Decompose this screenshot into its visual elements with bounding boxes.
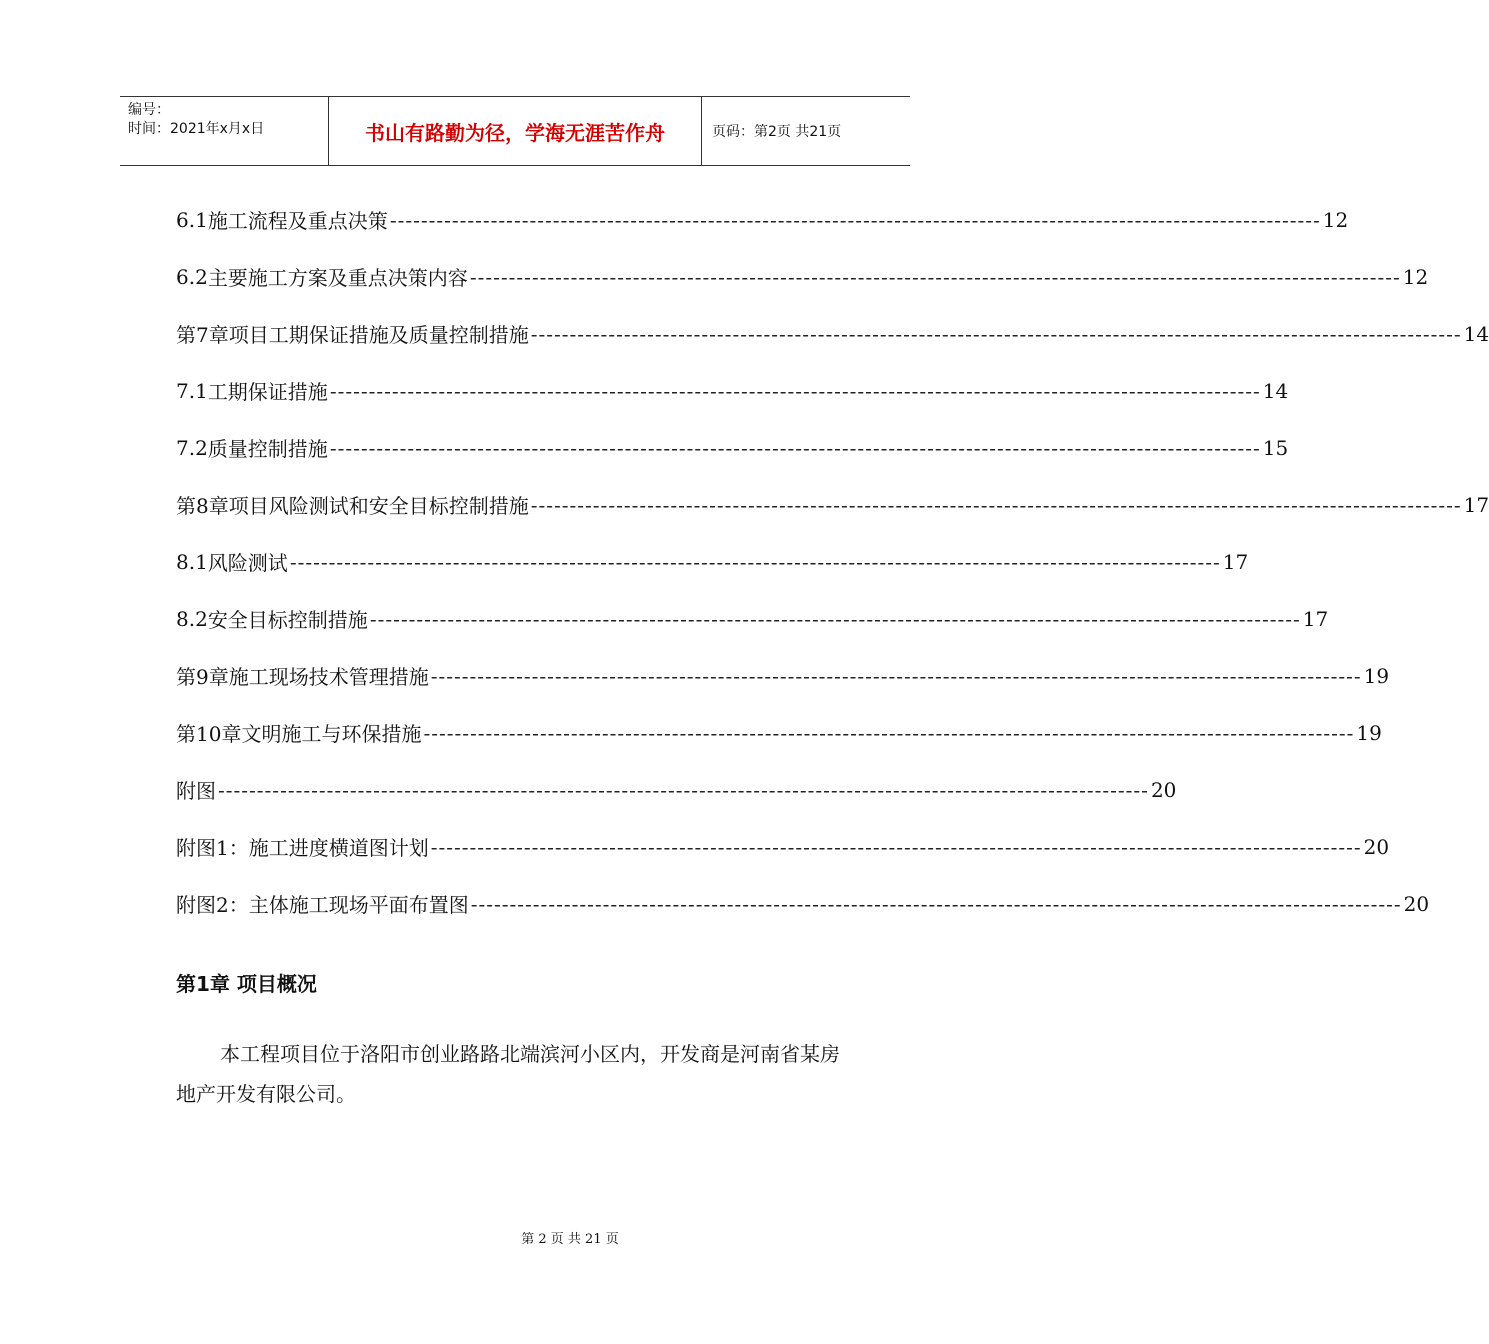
- toc-entry-number: 7.2: [176, 435, 208, 460]
- toc-entry-number: 第8章: [176, 494, 229, 518]
- toc-entry-number: 第10章: [176, 722, 242, 746]
- toc-entry-page: 19: [1363, 663, 1390, 688]
- toc-entry[interactable]: [176, 647, 1390, 704]
- toc-entry-title: 附图2：主体施工现场平面布置图: [176, 893, 469, 917]
- toc-dot-leader: ------------------------------------------------------------------------------------------------------------------------: [470, 891, 1402, 916]
- toc-dot-leader: ------------------------------------------------------------------------------------------------------------------------: [329, 435, 1261, 460]
- toc-dot-leader: ------------------------------------------------------------------------------------------------------------------------: [423, 720, 1355, 745]
- time-label: 时间：2021年x月x日: [128, 121, 265, 137]
- toc-entry[interactable]: [176, 419, 1289, 476]
- toc-entry-number: 8.2: [176, 606, 208, 631]
- toc-entry-title: 附图: [176, 779, 216, 803]
- toc-entry-title: 项目风险测试和安全目标控制措施: [228, 494, 529, 518]
- toc-entry-title: 项目工期保证措施及质量控制措施: [228, 323, 529, 347]
- toc-entry-page: 14: [1463, 321, 1489, 346]
- page-footer: 第 2 页 共 21 页: [521, 1232, 619, 1247]
- toc-entry[interactable]: [176, 590, 1329, 647]
- toc-entry-number: 6.2: [176, 264, 208, 289]
- toc-entry-page: 17: [1302, 606, 1329, 631]
- toc-entry-page: 12: [1402, 264, 1429, 289]
- toc-entry[interactable]: [176, 533, 1249, 590]
- toc-entry-title: 工期保证措施: [207, 380, 328, 404]
- toc-entry-page: 20: [1403, 891, 1430, 916]
- toc-entry-page: 20: [1363, 834, 1390, 859]
- toc-entry-title: 质量控制措施: [207, 437, 328, 461]
- toc-dot-leader: ------------------------------------------------------------------------------------------------------------------------: [329, 378, 1261, 403]
- toc-entry-page: 17: [1463, 492, 1489, 517]
- toc-entry[interactable]: [176, 305, 1489, 362]
- toc-entry[interactable]: [176, 476, 1489, 533]
- number-label: 编号：: [128, 102, 170, 118]
- toc-entry[interactable]: [176, 704, 1382, 761]
- body-paragraph: 本工程项目位于洛阳市创业路路北端滨河小区内，开发商是河南省某房地产开发有限公司。: [176, 1042, 840, 1106]
- toc-dot-leader: ------------------------------------------------------------------------------------------------------------------------: [389, 207, 1321, 232]
- toc-entry-page: 15: [1262, 435, 1289, 460]
- toc-entry[interactable]: [176, 761, 1177, 818]
- toc-entry[interactable]: [176, 191, 1349, 248]
- toc-entry-page: 14: [1262, 378, 1289, 403]
- header-meta: [120, 97, 328, 165]
- header-page-info: 页码：第2页 共21页: [712, 124, 842, 140]
- toc-entry-page: 17: [1222, 549, 1249, 574]
- chapter-heading: 第1章 项目概况: [176, 972, 317, 996]
- toc-entry-number: 7.1: [176, 378, 208, 403]
- toc-dot-leader: ------------------------------------------------------------------------------------------------------------------------: [289, 549, 1221, 574]
- page-header: [120, 96, 910, 166]
- toc-dot-leader: ------------------------------------------------------------------------------------------------------------------------: [430, 663, 1362, 688]
- toc-entry-title: 主要施工方案及重点决策内容: [207, 266, 468, 290]
- toc-dot-leader: ------------------------------------------------------------------------------------------------------------------------: [218, 777, 1149, 802]
- toc-dot-leader: ------------------------------------------------------------------------------------------------------------------------: [469, 264, 1401, 289]
- toc-dot-leader: ------------------------------------------------------------------------------------------------------------------------: [369, 606, 1301, 631]
- table-of-contents: [176, 191, 1489, 932]
- toc-entry-title: 文明施工与环保措施: [241, 722, 422, 746]
- toc-entry-page: 19: [1356, 720, 1382, 745]
- toc-entry-number: 第7章: [176, 323, 229, 347]
- toc-entry-page: 20: [1150, 777, 1177, 802]
- toc-entry-title: 施工流程及重点决策: [207, 209, 388, 233]
- toc-entry-page: 12: [1322, 207, 1349, 232]
- header-motto: 书山有路勤为径，学海无涯苦作舟: [328, 97, 702, 165]
- toc-entry[interactable]: [176, 362, 1289, 419]
- toc-entry-number: 8.1: [176, 549, 208, 574]
- toc-entry[interactable]: [176, 875, 1430, 932]
- toc-entry[interactable]: [176, 818, 1390, 875]
- toc-dot-leader: ------------------------------------------------------------------------------------------------------------------------: [530, 492, 1462, 517]
- toc-entry-number: 6.1: [176, 207, 208, 232]
- toc-entry[interactable]: [176, 248, 1429, 305]
- toc-entry-number: 第9章: [176, 665, 229, 689]
- toc-entry-title: 安全目标控制措施: [207, 608, 368, 632]
- toc-dot-leader: ------------------------------------------------------------------------------------------------------------------------: [430, 834, 1362, 859]
- toc-entry-title: 风险测试: [207, 551, 288, 575]
- toc-entry-title: 施工现场技术管理措施: [228, 665, 429, 689]
- toc-entry-title: 附图1：施工进度横道图计划: [176, 836, 429, 860]
- toc-dot-leader: ------------------------------------------------------------------------------------------------------------------------: [530, 321, 1462, 346]
